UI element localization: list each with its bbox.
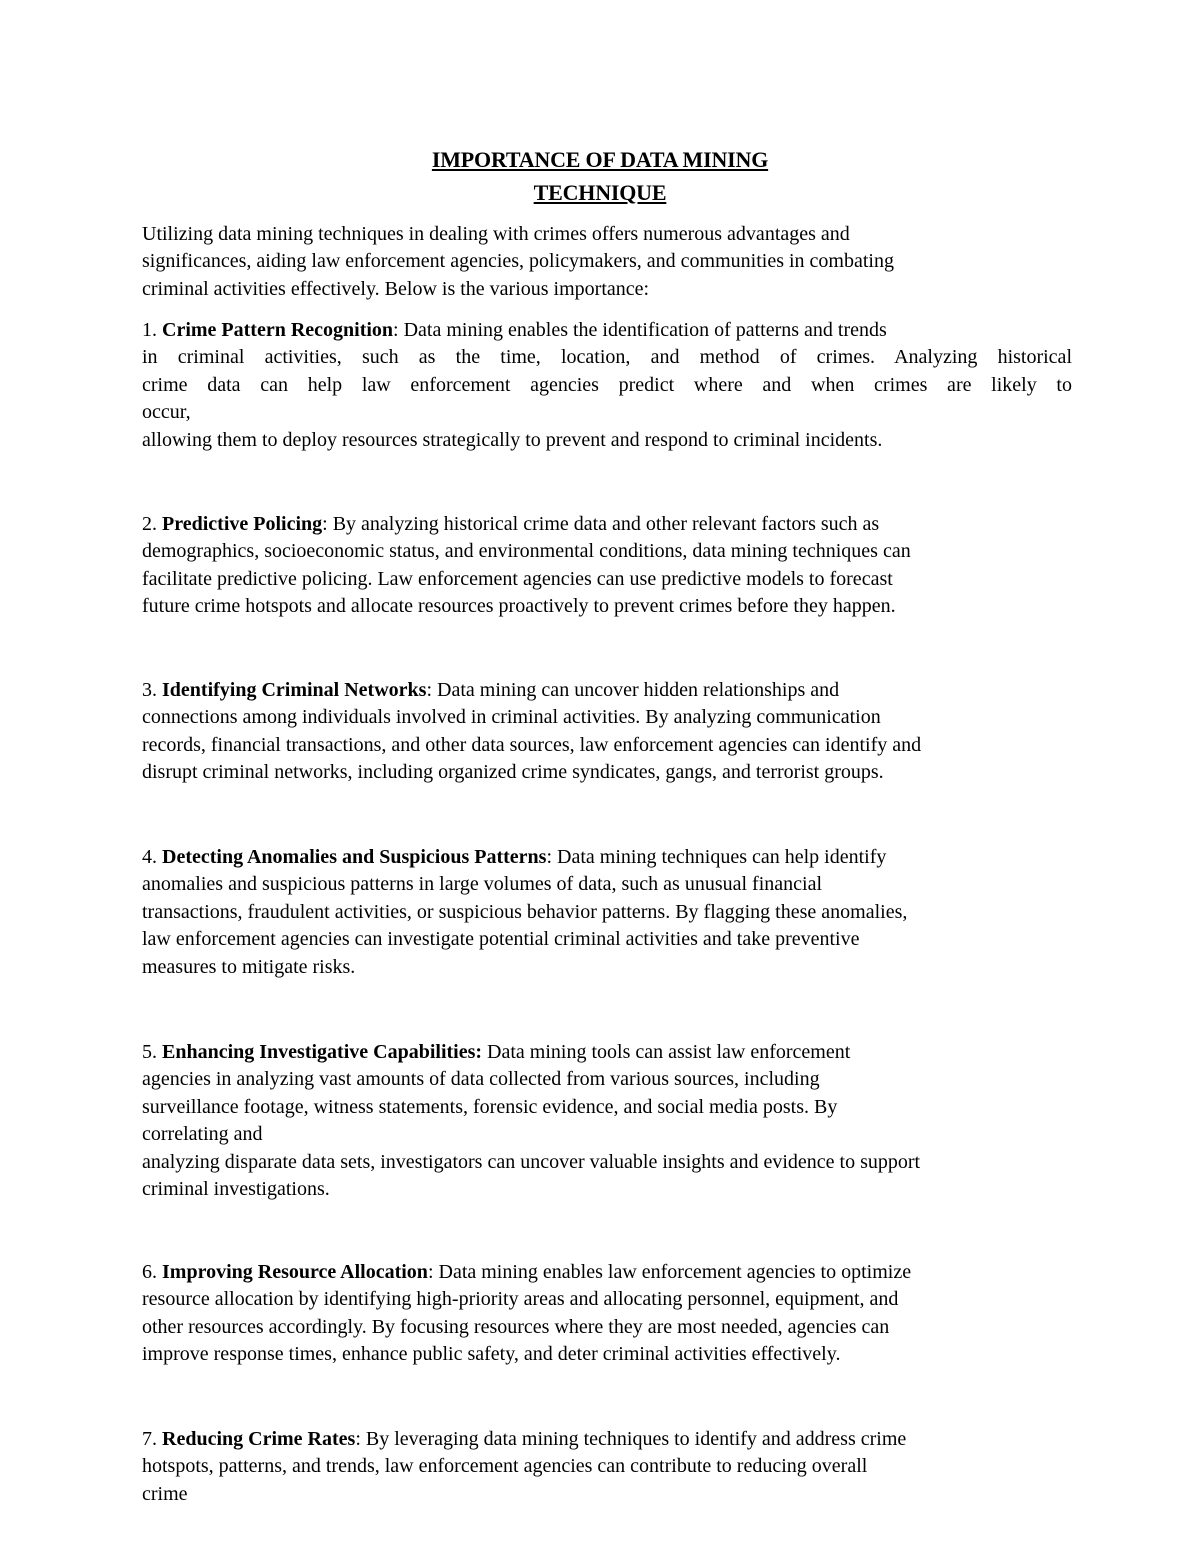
item-first-text: : By analyzing historical crime data and other relevant factors such as	[322, 513, 880, 535]
item-heading: Improving Resource Allocation	[162, 1261, 428, 1283]
item-line: occur,	[142, 401, 191, 424]
item-line: measures to mitigate risks.	[142, 955, 356, 978]
item-first-line	[142, 1039, 1072, 1066]
item-line: law enforcement agencies can investigate potential criminal activities and take preventive	[142, 928, 860, 951]
item-first-text: : Data mining can uncover hidden relationships and	[426, 679, 840, 701]
item-line: surveillance footage, witness statements, forensic evidence, and social media posts. By	[142, 1095, 838, 1118]
item-number: 4.	[142, 846, 162, 868]
importance-item-5	[142, 1039, 1072, 1203]
item-line: future crime hotspots and allocate resources proactively to prevent crimes before they happen.	[142, 595, 896, 618]
item-first-line	[142, 511, 1072, 538]
item-first-line	[142, 677, 1072, 704]
item-first-line	[142, 844, 1072, 871]
item-number: 5.	[142, 1041, 162, 1063]
importance-item-3	[142, 677, 1072, 787]
item-first-text: : Data mining techniques can help identify	[546, 846, 887, 868]
item-number: 6.	[142, 1261, 162, 1283]
importance-item-4	[142, 844, 1072, 981]
item-first-text: : By leveraging data mining techniques to identify and address crime	[355, 1428, 907, 1450]
item-line: allowing them to deploy resources strategically to prevent and respond to criminal incidents.	[142, 428, 883, 451]
item-number: 7.	[142, 1428, 162, 1450]
item-heading: Detecting Anomalies and Suspicious Patterns	[162, 846, 547, 868]
item-heading: Identifying Criminal Networks	[162, 679, 427, 701]
intro-line: Utilizing data mining techniques in dealing with crimes offers numerous advantages and	[142, 223, 850, 245]
importance-item-6	[142, 1259, 1072, 1369]
importance-item-7	[142, 1426, 1072, 1508]
item-line: demographics, socioeconomic status, and environmental conditions, data mining techniques can	[142, 540, 911, 563]
document-title-line-2: TECHNIQUE	[533, 180, 667, 205]
item-line: hotspots, patterns, and trends, law enforcement agencies can contribute to reducing overall	[142, 1455, 868, 1478]
item-line: crime data can help law enforcement agencies predict where and when crimes are likely to	[142, 373, 1072, 396]
item-first-text: : Data mining enables law enforcement agencies to optimize	[427, 1261, 912, 1283]
item-line: resource allocation by identifying high-priority areas and allocating personnel, equipment, and	[142, 1288, 899, 1311]
item-number: 2.	[142, 513, 162, 535]
item-line: disrupt criminal networks, including organized crime syndicates, gangs, and terrorist groups.	[142, 761, 884, 784]
item-line: connections among individuals involved in criminal activities. By analyzing communication	[142, 706, 881, 729]
item-line: records, financial transactions, and other data sources, law enforcement agencies can identify and	[142, 733, 922, 756]
importance-item-1	[142, 317, 1072, 454]
item-heading: Crime Pattern Recognition	[162, 319, 394, 341]
item-line: agencies in analyzing vast amounts of data collected from various sources, including	[142, 1068, 820, 1091]
item-number: 1.	[142, 319, 162, 341]
intro-line: significances, aiding law enforcement agencies, policymakers, and communities in combating	[142, 250, 894, 273]
item-first-line	[142, 317, 1072, 344]
item-number: 3.	[142, 679, 162, 701]
item-line: in criminal activities, such as the time, location, and method of crimes. Analyzing historical	[142, 346, 1072, 369]
item-line: crime	[142, 1482, 188, 1505]
item-line: analyzing disparate data sets, investigators can uncover valuable insights and evidence to support	[142, 1150, 921, 1173]
document-title-line-1: IMPORTANCE OF DATA MINING	[431, 147, 769, 172]
item-line: improve response times, enhance public safety, and deter criminal activities effectively.	[142, 1343, 841, 1366]
item-line: facilitate predictive policing. Law enforcement agencies can use predictive models to forecast	[142, 567, 893, 590]
item-heading: Reducing Crime Rates	[162, 1428, 356, 1450]
item-line: transactions, fraudulent activities, or suspicious behavior patterns. By flagging these anomalies,	[142, 900, 908, 923]
item-line: other resources accordingly. By focusing resources where they are most needed, agencies can	[142, 1315, 890, 1338]
importance-item-2	[142, 511, 1072, 621]
item-line: correlating and	[142, 1123, 263, 1146]
item-line: anomalies and suspicious patterns in large volumes of data, such as unusual financial	[142, 873, 823, 896]
item-line: criminal investigations.	[142, 1178, 330, 1201]
item-heading: Enhancing Investigative Capabilities:	[162, 1041, 483, 1063]
item-heading: Predictive Policing	[162, 513, 323, 535]
item-first-text: Data mining tools can assist law enforcement	[482, 1041, 851, 1063]
item-first-text: : Data mining enables the identification of patterns and trends	[393, 319, 887, 341]
intro-paragraph	[142, 221, 1072, 303]
item-first-line	[142, 1426, 1072, 1453]
intro-line: criminal activities effectively. Below is the various importance:	[142, 277, 650, 300]
item-first-line	[142, 1259, 1072, 1286]
